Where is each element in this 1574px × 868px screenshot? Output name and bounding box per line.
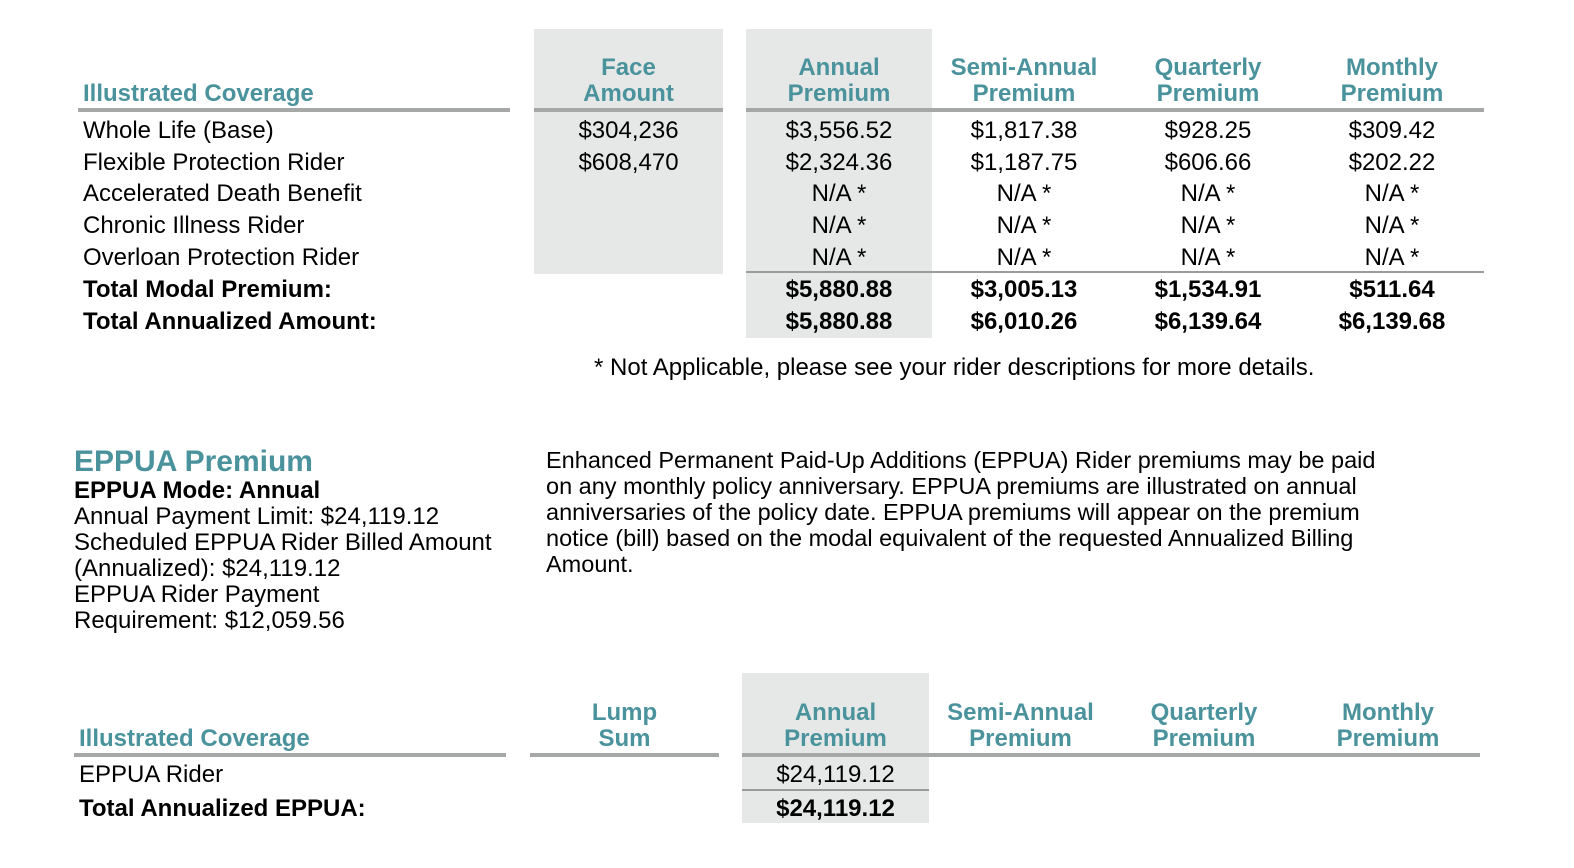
semi-annual-total: $6,010.26 <box>970 308 1078 335</box>
monthly-value: $202.22 <box>1348 149 1436 176</box>
monthly-value: N/A * <box>1364 212 1420 239</box>
eppua-title: EPPUA Premium <box>74 445 313 478</box>
annual-total: $5,880.88 <box>785 308 893 335</box>
coverage-header: Illustrated Coverage <box>79 725 310 752</box>
row-label: Accelerated Death Benefit <box>83 180 362 207</box>
eppua-description-line: Enhanced Permanent Paid-Up Additions (EPPUA) Rider premiums may be paid <box>546 447 1376 473</box>
semi-annual-value: $1,817.38 <box>970 117 1078 144</box>
monthly-total: $6,139.68 <box>1338 308 1446 335</box>
semi-annual-premium-header: Semi-Annual Premium <box>950 54 1098 107</box>
row-label: EPPUA Rider <box>79 761 224 788</box>
eppua-description-line: Amount. <box>546 551 634 577</box>
eppua-detail-line: EPPUA Rider Payment <box>74 581 320 608</box>
annual-premium-header: Annual Premium <box>787 54 891 107</box>
semi-annual-premium-header: Semi-Annual Premium <box>947 699 1094 752</box>
annual-value: $3,556.52 <box>785 117 893 144</box>
annual-value: N/A * <box>811 212 867 239</box>
face-amount-value: $608,470 <box>578 149 679 176</box>
face-amount-header: Face Amount <box>583 54 674 107</box>
row-label: Flexible Protection Rider <box>83 149 345 176</box>
annual-premium-header: Annual Premium <box>784 699 887 752</box>
row-label: Whole Life (Base) <box>83 117 274 144</box>
face-amount-value: $304,236 <box>578 117 679 144</box>
eppua-mode: EPPUA Mode: Annual <box>74 477 321 504</box>
header-rule <box>74 753 506 757</box>
monthly-total: $511.64 <box>1349 276 1435 303</box>
eppua-detail-line: (Annualized): $24,119.12 <box>74 555 341 582</box>
row-label: Overloan Protection Rider <box>83 244 360 271</box>
eppua-description-line: notice (bill) based on the modal equivalent of the requested Annualized Billing <box>546 525 1354 551</box>
coverage-header: Illustrated Coverage <box>83 80 314 107</box>
annual-value: N/A * <box>811 244 867 271</box>
quarterly-value: $606.66 <box>1164 149 1252 176</box>
annual-value: N/A * <box>811 180 867 207</box>
quarterly-value: N/A * <box>1180 180 1236 207</box>
eppua-description-line: anniversaries of the policy date. EPPUA premiums will appear on the premium <box>546 499 1360 525</box>
eppua-detail-line: Requirement: $12,059.56 <box>74 607 345 634</box>
annual-total: $24,119.12 <box>776 795 895 822</box>
monthly-premium-header: Monthly Premium <box>1336 699 1440 752</box>
monthly-value: $309.42 <box>1348 117 1436 144</box>
quarterly-total: $6,139.64 <box>1154 308 1262 335</box>
quarterly-premium-header: Quarterly Premium <box>1154 54 1262 107</box>
monthly-value: N/A * <box>1364 180 1420 207</box>
semi-annual-value: N/A * <box>996 212 1052 239</box>
total-label: Total Annualized EPPUA: <box>79 795 366 822</box>
lump-sum-header: Lump Sum <box>591 699 658 752</box>
total-label: Total Annualized Amount: <box>83 308 377 335</box>
eppua-description-line: on any monthly policy anniversary. EPPUA premiums are illustrated on annual <box>546 473 1357 499</box>
row-label: Chronic Illness Rider <box>83 212 305 239</box>
header-rule <box>78 108 510 112</box>
eppua-detail-line: Annual Payment Limit: $24,119.12 <box>74 503 440 530</box>
total-label: Total Modal Premium: <box>83 276 332 303</box>
semi-annual-total: $3,005.13 <box>970 276 1078 303</box>
eppua-details <box>74 504 492 634</box>
quarterly-value: $928.25 <box>1164 117 1252 144</box>
totals-rule <box>746 271 1484 273</box>
annual-total: $5,880.88 <box>785 276 893 303</box>
quarterly-value: N/A * <box>1180 212 1236 239</box>
header-rule <box>534 108 723 112</box>
footnote: * Not Applicable, please see your rider descriptions for more details. <box>594 354 1315 381</box>
semi-annual-value: N/A * <box>996 180 1052 207</box>
monthly-value: N/A * <box>1364 244 1420 271</box>
quarterly-total: $1,534.91 <box>1154 276 1262 303</box>
semi-annual-value: $1,187.75 <box>970 149 1078 176</box>
annual-value: $2,324.36 <box>785 149 893 176</box>
quarterly-value: N/A * <box>1180 244 1236 271</box>
totals-rule <box>742 789 929 791</box>
monthly-premium-header: Monthly Premium <box>1340 54 1444 107</box>
header-rule <box>746 108 1484 112</box>
annual-value: $24,119.12 <box>776 761 895 788</box>
eppua-detail-line: Scheduled EPPUA Rider Billed Amount <box>74 529 492 556</box>
header-rule <box>530 753 719 757</box>
header-rule <box>742 753 1480 757</box>
semi-annual-value: N/A * <box>996 244 1052 271</box>
quarterly-premium-header: Quarterly Premium <box>1150 699 1258 752</box>
eppua-description <box>546 447 1375 577</box>
